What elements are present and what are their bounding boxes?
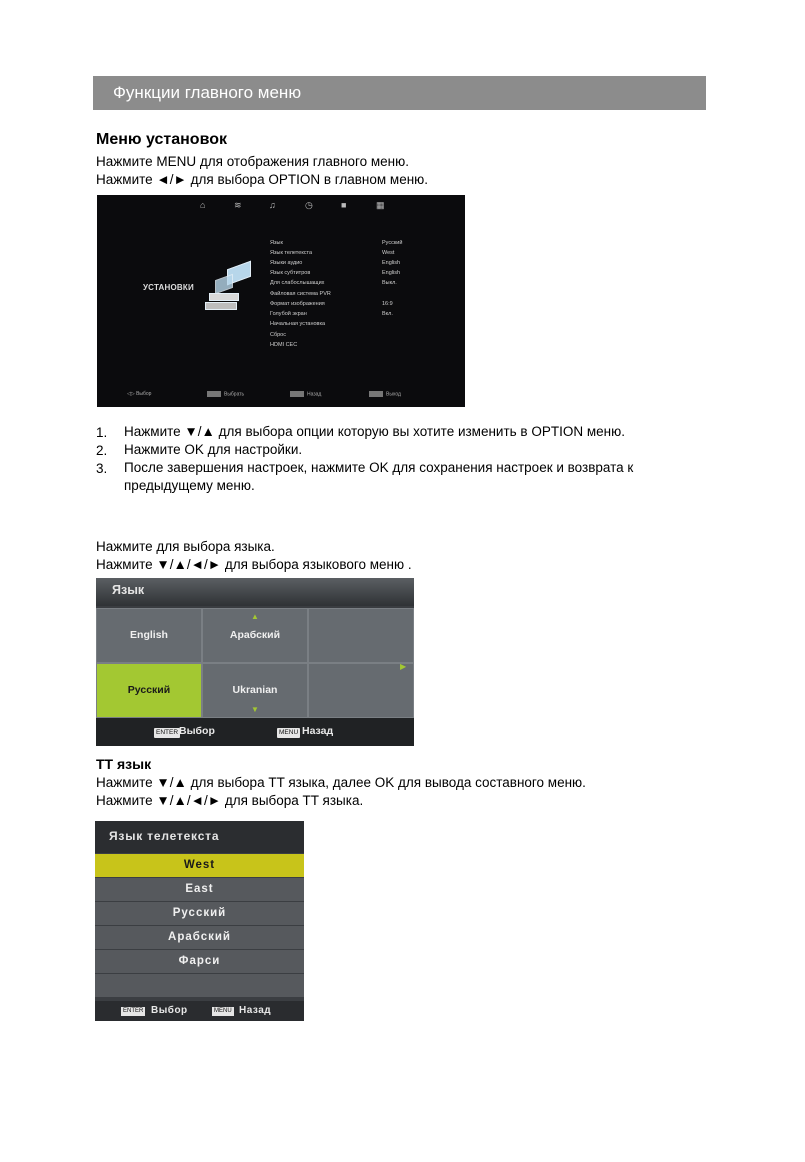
- back-hint-text: Назад: [302, 725, 334, 737]
- footer-key-ok: [207, 391, 221, 397]
- menu-key-icon: MENU: [214, 1008, 232, 1014]
- setup-menu-screenshot: [97, 195, 465, 407]
- teletext-item-farsi[interactable]: Фарси: [95, 950, 304, 974]
- step-text-1: Нажмите ▼/▲ для выбора опции которую вы хотите изменить в OPTION меню.: [124, 424, 625, 439]
- language-menu-title: Язык: [112, 583, 145, 597]
- footer-hint-ok: [207, 391, 244, 397]
- menu-row-pvr-filesystem[interactable]: Файловая система PVR: [270, 291, 331, 297]
- menu-value-hearing-impaired: Выкл.: [382, 280, 397, 286]
- setup-section-label: УСТАНОВКИ: [143, 283, 194, 292]
- language-menu-screenshot: [96, 578, 414, 746]
- teletext-menu-titlebar: [95, 821, 304, 853]
- arrow-down-icon: ▼: [251, 705, 259, 714]
- menu-key-icon: MENU: [279, 729, 299, 736]
- step-number-1: 1.: [96, 425, 108, 440]
- tt-line-1: Нажмите ▼/▲ для выбора TT языка, далее OK для вывода составного меню.: [96, 775, 586, 790]
- menu-row-teletext-language[interactable]: Язык телетекста: [270, 250, 313, 256]
- menu-value-teletext-language: West: [382, 250, 395, 256]
- language-line-1: Нажмите для выбора языка.: [96, 539, 275, 554]
- teletext-menu-title: Язык телетекста: [109, 829, 220, 843]
- menu-row-hdmi-cec[interactable]: HDMI CEC: [270, 342, 298, 348]
- teletext-item-empty[interactable]: [95, 974, 304, 998]
- step-number-2: 2.: [96, 443, 108, 458]
- option-icon: ▦: [376, 200, 385, 210]
- lock-icon: ■: [341, 200, 347, 210]
- language-cell-label: English: [130, 629, 168, 641]
- language-cell-english[interactable]: [96, 608, 202, 663]
- footer-key-exit: [369, 391, 383, 397]
- teletext-item-russian[interactable]: Русский: [95, 902, 304, 926]
- footer-key-menu: [290, 391, 304, 397]
- footer-text-ok: Выбрать: [224, 391, 245, 398]
- setup-line-1: Нажмите MENU для отображения главного меню.: [96, 154, 409, 169]
- tt-heading: TT язык: [96, 756, 152, 772]
- menu-value-language: Русский: [382, 240, 403, 246]
- language-cell-russian-selected[interactable]: [96, 663, 202, 718]
- section-header-bar: [93, 76, 706, 110]
- teletext-menu-footer: [95, 1001, 304, 1021]
- language-line-2: Нажмите ▼/▲/◄/► для выбора языкового меню .: [96, 557, 412, 572]
- step-number-3: 3.: [96, 461, 108, 476]
- enter-key-icon: ENTER: [156, 729, 179, 736]
- teletext-menu-screenshot: [95, 821, 304, 1021]
- language-menu-titlebar: [96, 578, 414, 606]
- teletext-item-west-selected[interactable]: West: [95, 854, 304, 878]
- teletext-item-east[interactable]: East: [95, 878, 304, 902]
- section-header-title: Функции главного меню: [113, 83, 302, 102]
- menu-row-blue-screen[interactable]: Голубой экран: [270, 311, 307, 317]
- language-cell-empty-2[interactable]: [308, 663, 414, 718]
- language-cell-empty-1[interactable]: [308, 608, 414, 663]
- menu-row-language[interactable]: Язык: [270, 240, 283, 246]
- menu-value-aspect-ratio: 16:9: [382, 301, 393, 307]
- channel-icon: ≋: [234, 200, 242, 210]
- menu-row-reset[interactable]: Сброс: [270, 332, 286, 338]
- step-text-3-continued: предыдущему меню.: [124, 478, 255, 493]
- menu-row-hearing-impaired[interactable]: Для слабослышащих: [270, 280, 325, 286]
- teletext-item-arabic[interactable]: Арабский: [95, 926, 304, 950]
- setup-heading: Меню установок: [96, 131, 227, 148]
- language-cell-label: Арабский: [229, 629, 281, 641]
- language-cell-label: Ukranian: [232, 684, 278, 696]
- clock-icon: ◷: [305, 200, 313, 210]
- sound-icon: ♫: [269, 200, 276, 210]
- back-hint-text: Назад: [239, 1005, 272, 1016]
- language-menu-footer: [96, 718, 414, 746]
- menu-row-first-install[interactable]: Начальная установка: [270, 321, 326, 327]
- footer-hint-select: [127, 391, 151, 397]
- footer-text-menu: Назад: [307, 391, 322, 398]
- footer-hint-exit: [369, 391, 401, 397]
- enter-hint-text: Выбор: [179, 725, 215, 737]
- menu-value-audio-language: English: [382, 260, 401, 266]
- arrow-right-icon: ▶: [400, 662, 407, 671]
- step-text-2: Нажмите OK для настройки.: [124, 442, 303, 457]
- step-text-3: После завершения настроек, нажмите OK для сохранения настроек и возврата к: [124, 460, 634, 475]
- footer-text-select: Выбор: [136, 391, 152, 397]
- enter-hint-text: Выбор: [151, 1005, 188, 1016]
- home-icon: ⌂: [200, 200, 206, 210]
- language-cell-label: Русский: [127, 684, 171, 696]
- arrow-left-icon: ◀: [100, 662, 107, 671]
- footer-key-arrows: ◁▷: [127, 391, 135, 397]
- menu-value-subtitle-language: English: [382, 270, 401, 276]
- footer-hint-menu: [290, 391, 321, 397]
- tt-line-2: Нажмите ▼/▲/◄/► для выбора TT языка.: [96, 793, 364, 808]
- menu-row-aspect-ratio[interactable]: Формат изображения: [270, 301, 325, 307]
- menu-value-blue-screen: Вкл.: [382, 311, 393, 317]
- arrow-up-icon: ▲: [251, 612, 259, 621]
- menu-row-subtitle-language[interactable]: Язык субтитров: [270, 270, 311, 276]
- enter-key-icon: ENTER: [123, 1008, 144, 1014]
- footer-text-exit: Выход: [386, 391, 401, 398]
- setup-line-2: Нажмите ◄/► для выбора OPTION в главном меню.: [96, 172, 429, 187]
- menu-row-audio-language[interactable]: Языки аудио: [270, 260, 303, 266]
